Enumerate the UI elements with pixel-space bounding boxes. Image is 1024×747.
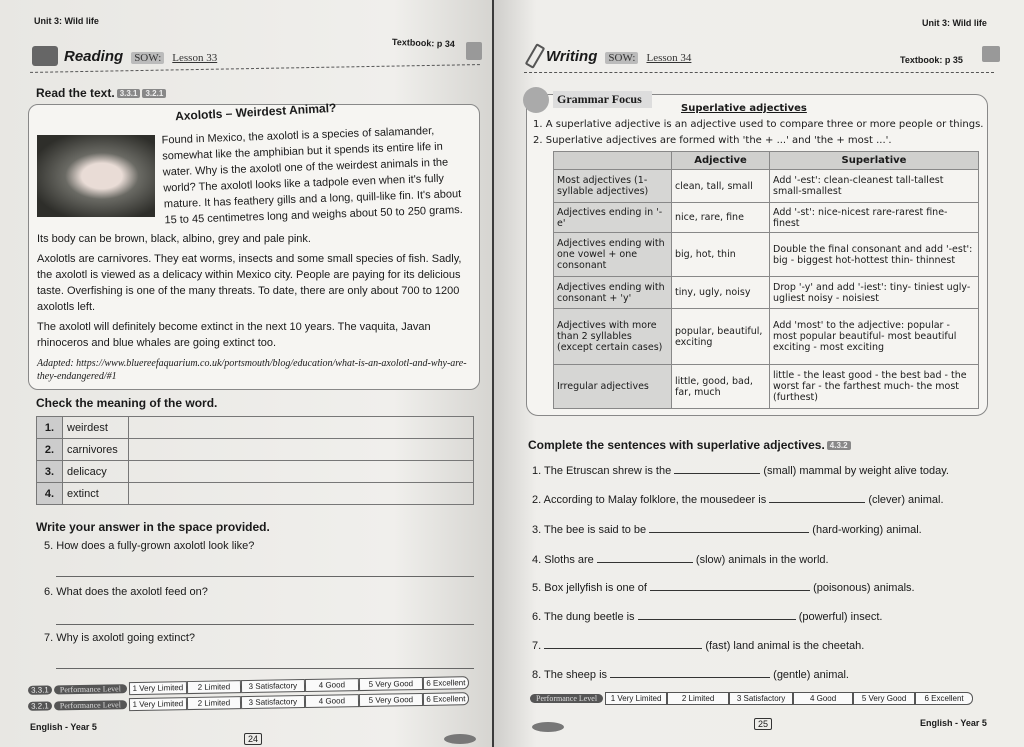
perf-level[interactable]: 2 Limited [187, 680, 241, 694]
perf-level[interactable]: 5 Very Good [359, 693, 423, 707]
sentence-end: (clever) animal. [868, 494, 944, 506]
column-header: Superlative [770, 152, 979, 170]
question-text: What does the axolotl feed on? [56, 586, 208, 598]
publisher-logo [532, 722, 564, 732]
page-number: 24 [244, 733, 262, 745]
word-number: 1. [37, 417, 63, 439]
cell-type: Adjectives with more than 2 syllables (except certain cases) [554, 309, 672, 365]
perf-level[interactable]: 1 Very Limited [129, 681, 187, 695]
meaning-field[interactable] [129, 461, 474, 483]
article-box [28, 100, 480, 390]
sow-label: SOW: [605, 52, 638, 64]
textbook-ref: Textbook: p 34 [391, 36, 455, 50]
word: extinct [63, 483, 129, 505]
axolotl-photo [37, 135, 155, 217]
page-number: 25 [754, 718, 772, 730]
article-para3: The axolotl will definitely become extinct in the next 10 years. The vaquita, Javan rhinoceros and blue whales are going extinct too. [37, 321, 431, 349]
sentence-number: 4. [532, 554, 542, 566]
answer-blank[interactable] [597, 554, 693, 563]
sentence-start: The bee is said to be [544, 524, 647, 536]
cell-adjective: clean, tall, small [672, 170, 770, 203]
book-icon [982, 46, 1000, 62]
table-row [554, 309, 979, 365]
answer-line[interactable] [56, 668, 474, 669]
skill-badge: 3.3.1 [117, 89, 141, 98]
meaning-field[interactable] [129, 483, 474, 505]
table-row [554, 365, 979, 409]
sentence-number: 8. [532, 669, 542, 681]
cell-superlative: Double the final consonant and add '-est': big - biggest hot-hottest thin- thinnest [770, 233, 979, 277]
right-page [494, 0, 1024, 747]
perf-level[interactable]: 4 Good [305, 678, 359, 692]
unit-label: Unit 3: Wild life [34, 16, 99, 26]
perf-level[interactable]: 2 Limited [187, 696, 241, 710]
cell-adjective: tiny, ugly, noisy [672, 277, 770, 309]
rule-2: 2. Superlative adjectives are formed with 'the + ...' and 'the + most ...'. [533, 135, 892, 146]
perf-label: Performance Level [54, 684, 127, 694]
cell-adjective: nice, rare, fine [672, 203, 770, 233]
perf-label: Performance Level [530, 694, 603, 703]
table-row [554, 277, 979, 309]
meaning-heading: Check the meaning of the word. [36, 396, 218, 410]
sentence-start: The Etruscan shrew is the [544, 465, 672, 477]
table-row [554, 170, 979, 203]
word: delicacy [63, 461, 129, 483]
superlative-table [553, 151, 979, 409]
cell-type: Adjectives ending in '-e' [554, 203, 672, 233]
word-number: 4. [37, 483, 63, 505]
sentence-start: Sloths are [544, 554, 594, 566]
sentence [532, 524, 922, 536]
sow-label: SOW: [131, 52, 164, 64]
word-number: 2. [37, 439, 63, 461]
sentence-number: 1. [532, 465, 542, 477]
question [44, 540, 254, 552]
answer-blank[interactable] [769, 494, 865, 503]
sentence-start: The sheep is [544, 669, 608, 681]
sentence [532, 611, 882, 623]
perf-level[interactable]: 1 Very Limited [129, 697, 187, 711]
cell-superlative: Drop '-y' and add '-iest': tiny- tiniest ugly-ugliest noisy - noisiest [770, 277, 979, 309]
word: carnivores [63, 439, 129, 461]
sentence-start: According to Malay folklore, the mousedeer is [543, 494, 767, 506]
lesson-label: Lesson 34 [646, 52, 692, 64]
write-heading: Write your answer in the space provided. [36, 520, 270, 534]
perf-level[interactable]: 1 Very Limited [605, 692, 667, 705]
cell-superlative: Add '-st': nice-nicest rare-rarest fine- finest [770, 203, 979, 233]
article-title: Axolotls – Weirdest Animal? [174, 100, 337, 124]
section-title: Reading [64, 48, 124, 65]
answer-line[interactable] [56, 576, 474, 577]
question-number: 7. [44, 632, 54, 644]
cell-superlative: little - the least good - the best bad - the worst far - the farthest much- the most (furthest) [770, 365, 979, 409]
table-header-row [554, 152, 979, 170]
table-row [37, 417, 474, 439]
article-source: Adapted: https://www.bluereefaquarium.co.uk/portsmouth/blog/education/what-is-an-axolotl-and-why-are-they-endangered/#1 [37, 358, 467, 382]
cell-type: Most adjectives (1-syllable adjectives) [554, 170, 672, 203]
perf-level[interactable]: 4 Good [305, 694, 359, 708]
word: weirdest [63, 417, 129, 439]
instruction-text: Read the text. [36, 86, 115, 100]
complete-heading [528, 438, 851, 452]
perf-level[interactable]: 2 Limited [667, 692, 729, 705]
table-row [37, 439, 474, 461]
pencil-icon [525, 43, 546, 69]
article-para1: Found in Mexico, the axolotl is a species of salamander, somewhat like the amphibian but it spends its entire life in water. Why is the axolotl one of the weirdest animals in the world? The axolotl looks like a tadpole even when it's fully mature. It has feathery gills and a long, quill-like fin. It's about 15 to 45 centimetres long and weighs about 50 to 250 grams. [161, 124, 463, 227]
textbook-ref: Textbook: p 35 [900, 55, 963, 65]
speaker-icon [523, 87, 549, 113]
left-page [0, 0, 492, 747]
sentence [532, 640, 864, 652]
sentence-end: (powerful) insect. [798, 611, 883, 623]
books-icon [32, 46, 58, 66]
perf-level[interactable]: 5 Very Good [359, 677, 423, 691]
table-row [37, 483, 474, 505]
question-text: How does a fully-grown axolotl look like? [56, 540, 255, 552]
meaning-field[interactable] [129, 439, 474, 461]
perf-code: 3.2.1 [28, 701, 52, 710]
sentence [532, 465, 949, 477]
heading-text: Complete the sentences with superlative adjectives. [528, 438, 825, 452]
performance-row [530, 692, 973, 705]
perf-level[interactable]: 3 Satisfactory [241, 679, 305, 693]
hand-icon [466, 42, 482, 60]
answer-blank[interactable] [650, 582, 810, 591]
cell-type: Adjectives ending with consonant + 'y' [554, 277, 672, 309]
divider [524, 72, 994, 73]
perf-level[interactable]: 6 Excellent [915, 692, 973, 705]
sentence-number: 7. [532, 640, 542, 652]
skill-badge: 4.3.2 [827, 441, 851, 450]
sentence [532, 494, 944, 506]
sentence-end: (hard-working) animal. [812, 524, 922, 536]
sentence-end: (slow) animals in the world. [695, 554, 829, 566]
skill-badge: 3.2.1 [142, 89, 166, 98]
read-instruction [36, 86, 166, 100]
perf-code: 3.3.1 [28, 685, 52, 694]
perf-level[interactable]: 3 Satisfactory [729, 692, 793, 705]
column-header [554, 152, 672, 170]
table-row [554, 233, 979, 277]
article-para1b: Its body can be brown, black, albino, grey and pale pink. [37, 233, 311, 245]
grammar-label: Grammar Focus [553, 91, 652, 108]
cell-superlative: Add '-est': clean-cleanest tall-tallest small-smallest [770, 170, 979, 203]
answer-blank[interactable] [674, 465, 760, 474]
question-text: Why is axolotl going extinct? [56, 632, 196, 644]
answer-blank[interactable] [610, 669, 770, 678]
column-header: Adjective [672, 152, 770, 170]
cell-adjective: little, good, bad, far, much [672, 365, 770, 409]
footer-title: English - Year 5 [920, 718, 987, 728]
perf-level[interactable]: 5 Very Good [853, 692, 915, 705]
cell-type: Irregular adjectives [554, 365, 672, 409]
sentence-start: Box jellyfish is one of [544, 582, 647, 594]
grammar-title: Superlative adjectives [681, 103, 807, 114]
sentence [532, 582, 915, 594]
perf-label: Performance Level [54, 700, 127, 710]
perf-level[interactable]: 4 Good [793, 692, 853, 705]
vocab-table [36, 416, 474, 505]
word-number: 3. [37, 461, 63, 483]
perf-level[interactable]: 6 Excellent [423, 676, 469, 690]
sentence-end: (gentle) animal. [773, 669, 849, 681]
table-row [554, 203, 979, 233]
question-number: 5. [44, 540, 54, 552]
cell-type: Adjectives ending with one vowel + one consonant [554, 233, 672, 277]
answer-line[interactable] [56, 624, 474, 625]
sentence [532, 669, 849, 681]
lesson-label: Lesson 33 [172, 52, 218, 64]
footer-title: English - Year 5 [30, 722, 97, 732]
answer-blank[interactable] [638, 611, 796, 620]
question-number: 6. [44, 586, 54, 598]
publisher-logo [444, 734, 476, 744]
sentence-end: (fast) land animal is the cheetah. [705, 640, 865, 652]
unit-label: Unit 3: Wild life [922, 18, 987, 28]
grammar-box [526, 94, 988, 416]
answer-blank[interactable] [544, 640, 702, 649]
meaning-field[interactable] [129, 417, 474, 439]
sentence-start: The dung beetle is [544, 611, 635, 623]
sentence-number: 2. [532, 494, 542, 506]
perf-level[interactable]: 6 Excellent [423, 692, 469, 706]
sentence-number: 6. [532, 611, 542, 623]
sentence-end: (small) mammal by weight alive today. [763, 465, 949, 477]
sentence-number: 3. [532, 524, 542, 536]
answer-blank[interactable] [649, 524, 809, 533]
cell-adjective: popular, beautiful, exciting [672, 309, 770, 365]
section-title: Writing [546, 48, 598, 65]
sentence-number: 5. [532, 582, 542, 594]
table-row [37, 461, 474, 483]
question [44, 632, 195, 644]
rule-1: 1. A superlative adjective is an adjective used to compare three or more people or things. [533, 119, 984, 130]
sentence [532, 554, 829, 566]
article-para2: Axolotls are carnivores. They eat worms, insects and some small species of fish. Sadly, the axolotl is viewed as a delicacy within Mexico city. People are paying for its delicious taste. Overfishing is one of the many threats. To date, there are only about 700 to 1200 axolotls left. [37, 253, 462, 313]
question [44, 586, 208, 598]
sentence-end: (poisonous) animals. [813, 582, 915, 594]
perf-level[interactable]: 3 Satisfactory [241, 695, 305, 709]
divider [30, 64, 480, 73]
cell-adjective: big, hot, thin [672, 233, 770, 277]
cell-superlative: Add 'most' to the adjective: popular - most popular beautiful- most beautiful exciting - most exciting [770, 309, 979, 365]
